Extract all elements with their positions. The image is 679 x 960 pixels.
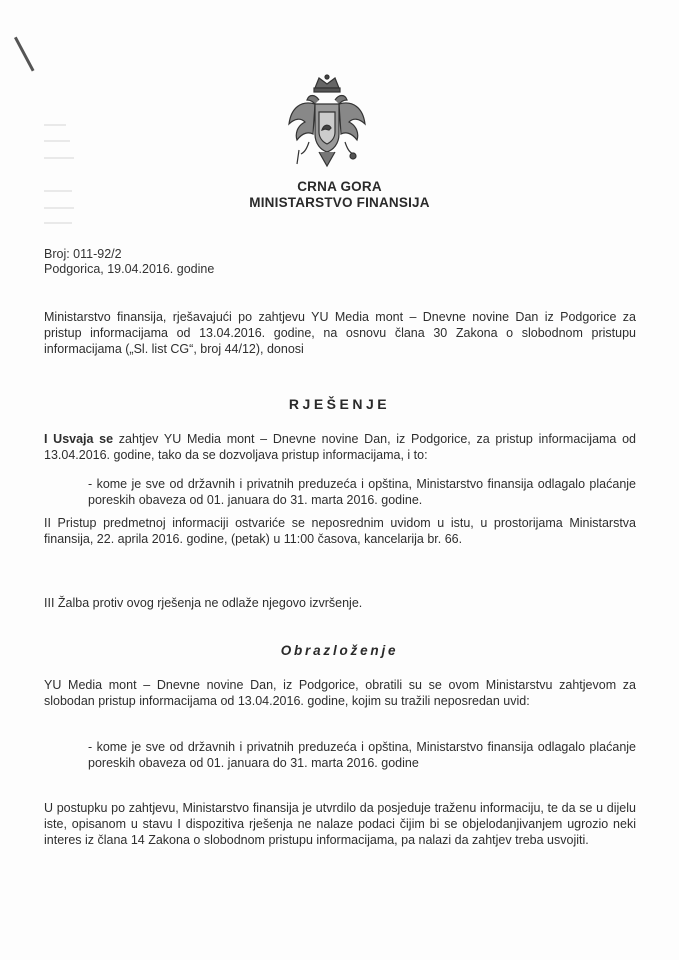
coat-of-arms-icon	[285, 74, 369, 174]
decision-title: RJEŠENJE	[288, 396, 391, 412]
bleed-mark	[44, 140, 70, 142]
place-and-date: Podgorica, 19.04.2016. godine	[44, 262, 215, 276]
reasoning-item	[44, 739, 636, 771]
reasoning-title: Obrazloženje	[280, 643, 399, 658]
scan-pen-mark	[14, 37, 34, 72]
ministry-heading: MINISTARSTVO FINANSIJA	[249, 195, 430, 210]
reasoning-item-text: - kome je sve od državnih i privatnih preduzeća i opština, Ministarstvo finansija odlagalo plaćanje poreskih obaveza od 01. januara do 31. marta 2016. godine	[88, 740, 636, 770]
section-1-text: zahtjev YU Media mont – Dnevne novine Dan, iz Podgorice, za pristup informacijama od 13.04.2016. godine, tako da se dozvoljava pristup informacijama, i to:	[44, 432, 636, 462]
intro-paragraph: Ministarstvo finansija, rješavajući po zahtjevu YU Media mont – Dnevne novine Dan iz Podgorice za pristup informacijama od 13.04.2016. godine, na osnovu člana 30 Zakona o slobodnom pristupu informacijama („Sl. list CG“, broj 44/12), donosi	[44, 310, 636, 356]
reasoning-paragraph-2: U postupku po zahtjevu, Ministarstvo finansija je utvrdilo da posjeduje traženu informaciju, te da se u dijelu iste, opisanom u stavu I dispozitiva rješenja ne nalaze podaci čijim bi se objelodanjivanjem ugrozio neki interes iz člana 14 Zakona o slobodnom pristupu informacijama, pa nalazi da zahtjev treba usvojiti.	[44, 801, 636, 847]
section-1-paragraph	[44, 431, 636, 463]
section-2-paragraph: II Pristup predmetnoj informaciji ostvariće se neposrednim uvidom u istu, u prostorijama Ministarstva finansija, 22. aprila 2016. godine, (petak) u 11:00 časova, kancelarija br. 66.	[44, 516, 636, 546]
section-1-item-text: - kome je sve od državnih i privatnih preduzeća i opština, Ministarstvo finansija odlagalo plaćanje poreskih obaveza od 01. januara do 31. marta 2016. godine.	[88, 477, 636, 507]
bleed-mark	[44, 157, 74, 159]
reference-number: Broj: 011-92/2	[44, 247, 122, 261]
bleed-mark	[44, 124, 66, 126]
bleed-mark	[44, 222, 72, 224]
reasoning-paragraph-1: YU Media mont – Dnevne novine Dan, iz Podgorice, obratili su se ovom Ministarstvu zahtjevom za slobodan pristup informacijama od 13.04.2016. godine, kojim su tražili neposredan uvid:	[44, 678, 636, 708]
country-heading: CRNA GORA	[297, 179, 382, 194]
section-1-item	[44, 476, 636, 508]
section-1-lead: I Usvaja se	[44, 432, 114, 446]
section-3-paragraph: III Žalba protiv ovog rješenja ne odlaže njegovo izvršenje.	[44, 596, 363, 610]
